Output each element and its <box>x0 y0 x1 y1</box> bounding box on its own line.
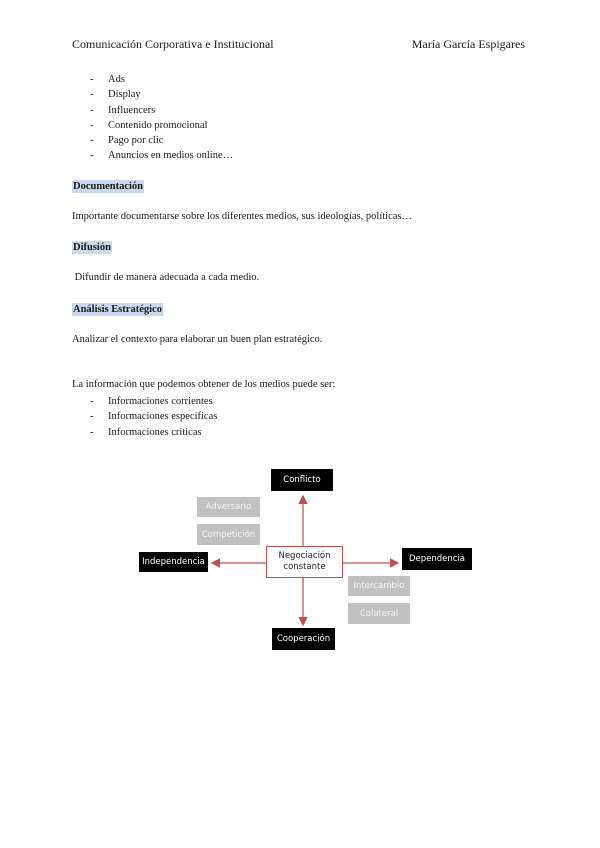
section-body-analisis: Analizar el contexto para elaborar un buen plan estratégico. <box>72 334 323 345</box>
header-author: María García Espigares <box>411 37 525 51</box>
node-intercambio: Intercambio <box>348 576 410 596</box>
section-heading-analisis: Análisis Estratégico <box>73 304 162 315</box>
node-conflicto: Conflicto <box>271 469 333 491</box>
list-item: - Influencers <box>90 104 156 116</box>
node-independencia: Independencia <box>139 552 208 572</box>
header-course-title: Comunicación Corporativa e Institucional <box>72 37 274 51</box>
list-item: - Display <box>90 89 141 101</box>
list-item: - Pago por clic <box>90 135 164 147</box>
node-competicion: Competición <box>197 524 260 545</box>
section-heading-documentacion: Documentación <box>73 181 143 192</box>
list-item: - Ads <box>90 74 125 85</box>
node-negociacion-constante: Negociación constante <box>266 546 343 578</box>
list-item: - Informaciones específicas <box>90 411 218 423</box>
list-item: - Informaciones críticas <box>90 426 202 438</box>
section-body-documentacion: Importante documentarse sobre los diferentes medios, sus ideologías, políticas… <box>72 211 413 222</box>
media-types-list <box>90 72 233 164</box>
node-dependencia: Dependencia <box>402 548 472 570</box>
node-cooperacion: Cooperación <box>272 628 335 650</box>
media-info-intro: La información que podemos obtener de los medios puede ser: <box>72 379 336 390</box>
list-item: - Contenido promocional <box>90 119 208 131</box>
information-types-list <box>90 394 217 440</box>
section-body-difusion: Difundir de manera adecuada a cada medio. <box>72 272 260 283</box>
list-item: - Anuncios en medios online… <box>90 150 234 162</box>
node-colateral: Colateral <box>348 603 410 624</box>
node-adversario: Adversario <box>197 497 260 517</box>
section-heading-difusion: Difusión <box>73 242 111 253</box>
list-item: - Informaciones corrientes <box>90 396 213 407</box>
